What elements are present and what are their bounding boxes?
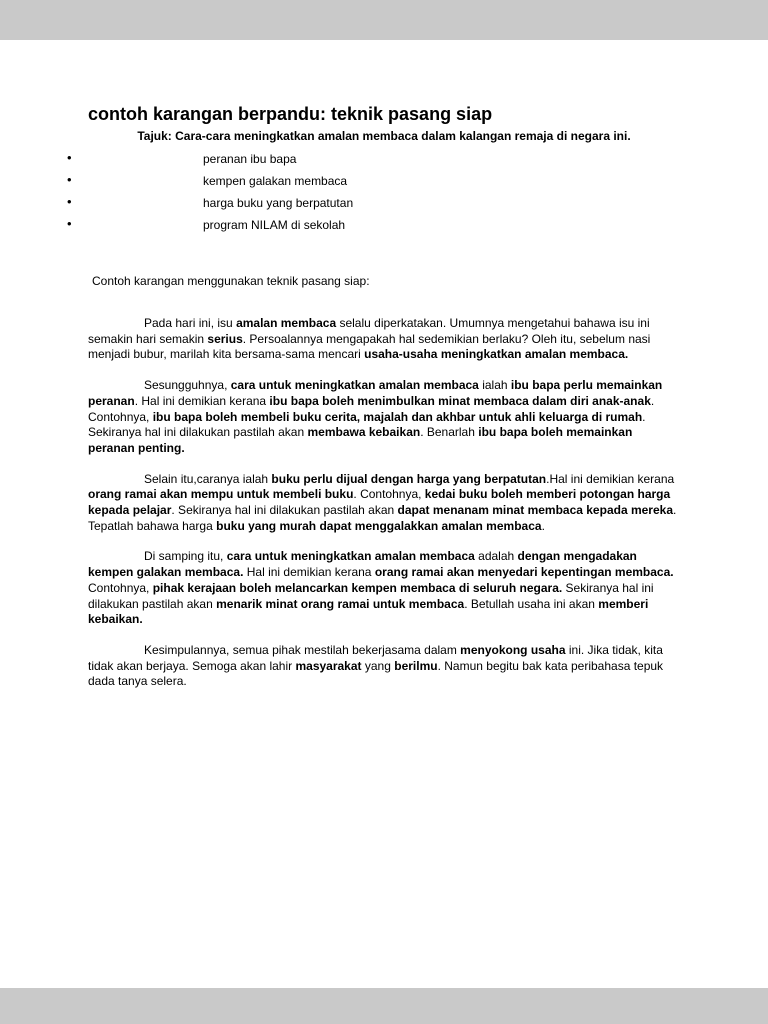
bullet-item: • program NILAM di sekolah (88, 214, 680, 236)
intro-line: Contoh karangan menggunakan teknik pasang siap: (92, 274, 370, 288)
bottom-margin-bar (0, 988, 768, 1024)
essay-paragraph: Sesungguhnya, cara untuk meningkatkan amalan membaca ialah ibu bapa perlu memainkan peranan. Hal ini demikian kerana ibu bapa boleh menimbulkan minat membaca dalam diri anak-anak. Contohnya, ibu bapa boleh membeli buku cerita, majalah dan akhbar untuk ahli keluarga di rumah. Sekiranya hal ini dilakukan pastilah akan membawa kebaikan. Benarlah ibu bapa boleh memainkan peranan penting. (88, 378, 663, 455)
page-title: contoh karangan berpandu: teknik pasang siap (88, 104, 493, 124)
essay-body (88, 316, 680, 690)
essay-paragraph: Di samping itu, cara untuk meningkatkan amalan membaca adalah dengan mengadakan kempen galakan membaca. Hal ini demikian kerana orang ramai akan menyedari kepentingan membaca. Contohnya, pihak kerajaan boleh melancarkan kempen membaca di seluruh negara. Sekiranya hal ini dilakukan pastilah akan menarik minat orang ramai untuk membaca. Betullah usaha ini akan memberi kebaikan. (88, 549, 674, 627)
point-list (88, 148, 680, 236)
top-margin-bar (0, 0, 768, 40)
bullet-item: • harga buku yang berpatutan (88, 192, 680, 214)
essay-paragraph: Selain itu,caranya ialah buku perlu dijual dengan harga yang berpatutan.Hal ini demikian kerana orang ramai akan mempu untuk membeli buku. Contohnya, kedai buku boleh memberi potongan harga kepada pelajar. Sekiranya hal ini dilakukan pastilah akan dapat menanam minat membaca kepada mereka. Tepatlah bahawa harga buku yang murah dapat menggalakkan amalan membaca. (88, 471, 677, 533)
essay-paragraph: Pada hari ini, isu amalan membaca selalu diperkatakan. Umumnya mengetahui bahawa isu ini semakin hari semakin serius. Persoalannya mengapakah hal sedemikian berlaku? Oleh itu, sebelum nasi menjadi bubur, marilah kita bersama-sama mencari usaha-usaha meningkatkan amalan membaca. (88, 316, 651, 362)
document-page (0, 40, 768, 988)
essay-paragraph: Kesimpulannya, semua pihak mestilah bekerjasama dalam menyokong usaha ini. Jika tidak, kita tidak akan berjaya. Semoga akan lahir masyarakat yang berilmu. Namun begitu bak kata peribahasa tepuk dada tanya selera. (88, 642, 664, 689)
bullet-item: • peranan ibu bapa (88, 148, 680, 170)
essay-topic: Tajuk: Cara-cara meningkatkan amalan membaca dalam kalangan remaja di negara ini. (137, 129, 631, 143)
bullet-item: • kempen galakan membaca (88, 170, 680, 192)
